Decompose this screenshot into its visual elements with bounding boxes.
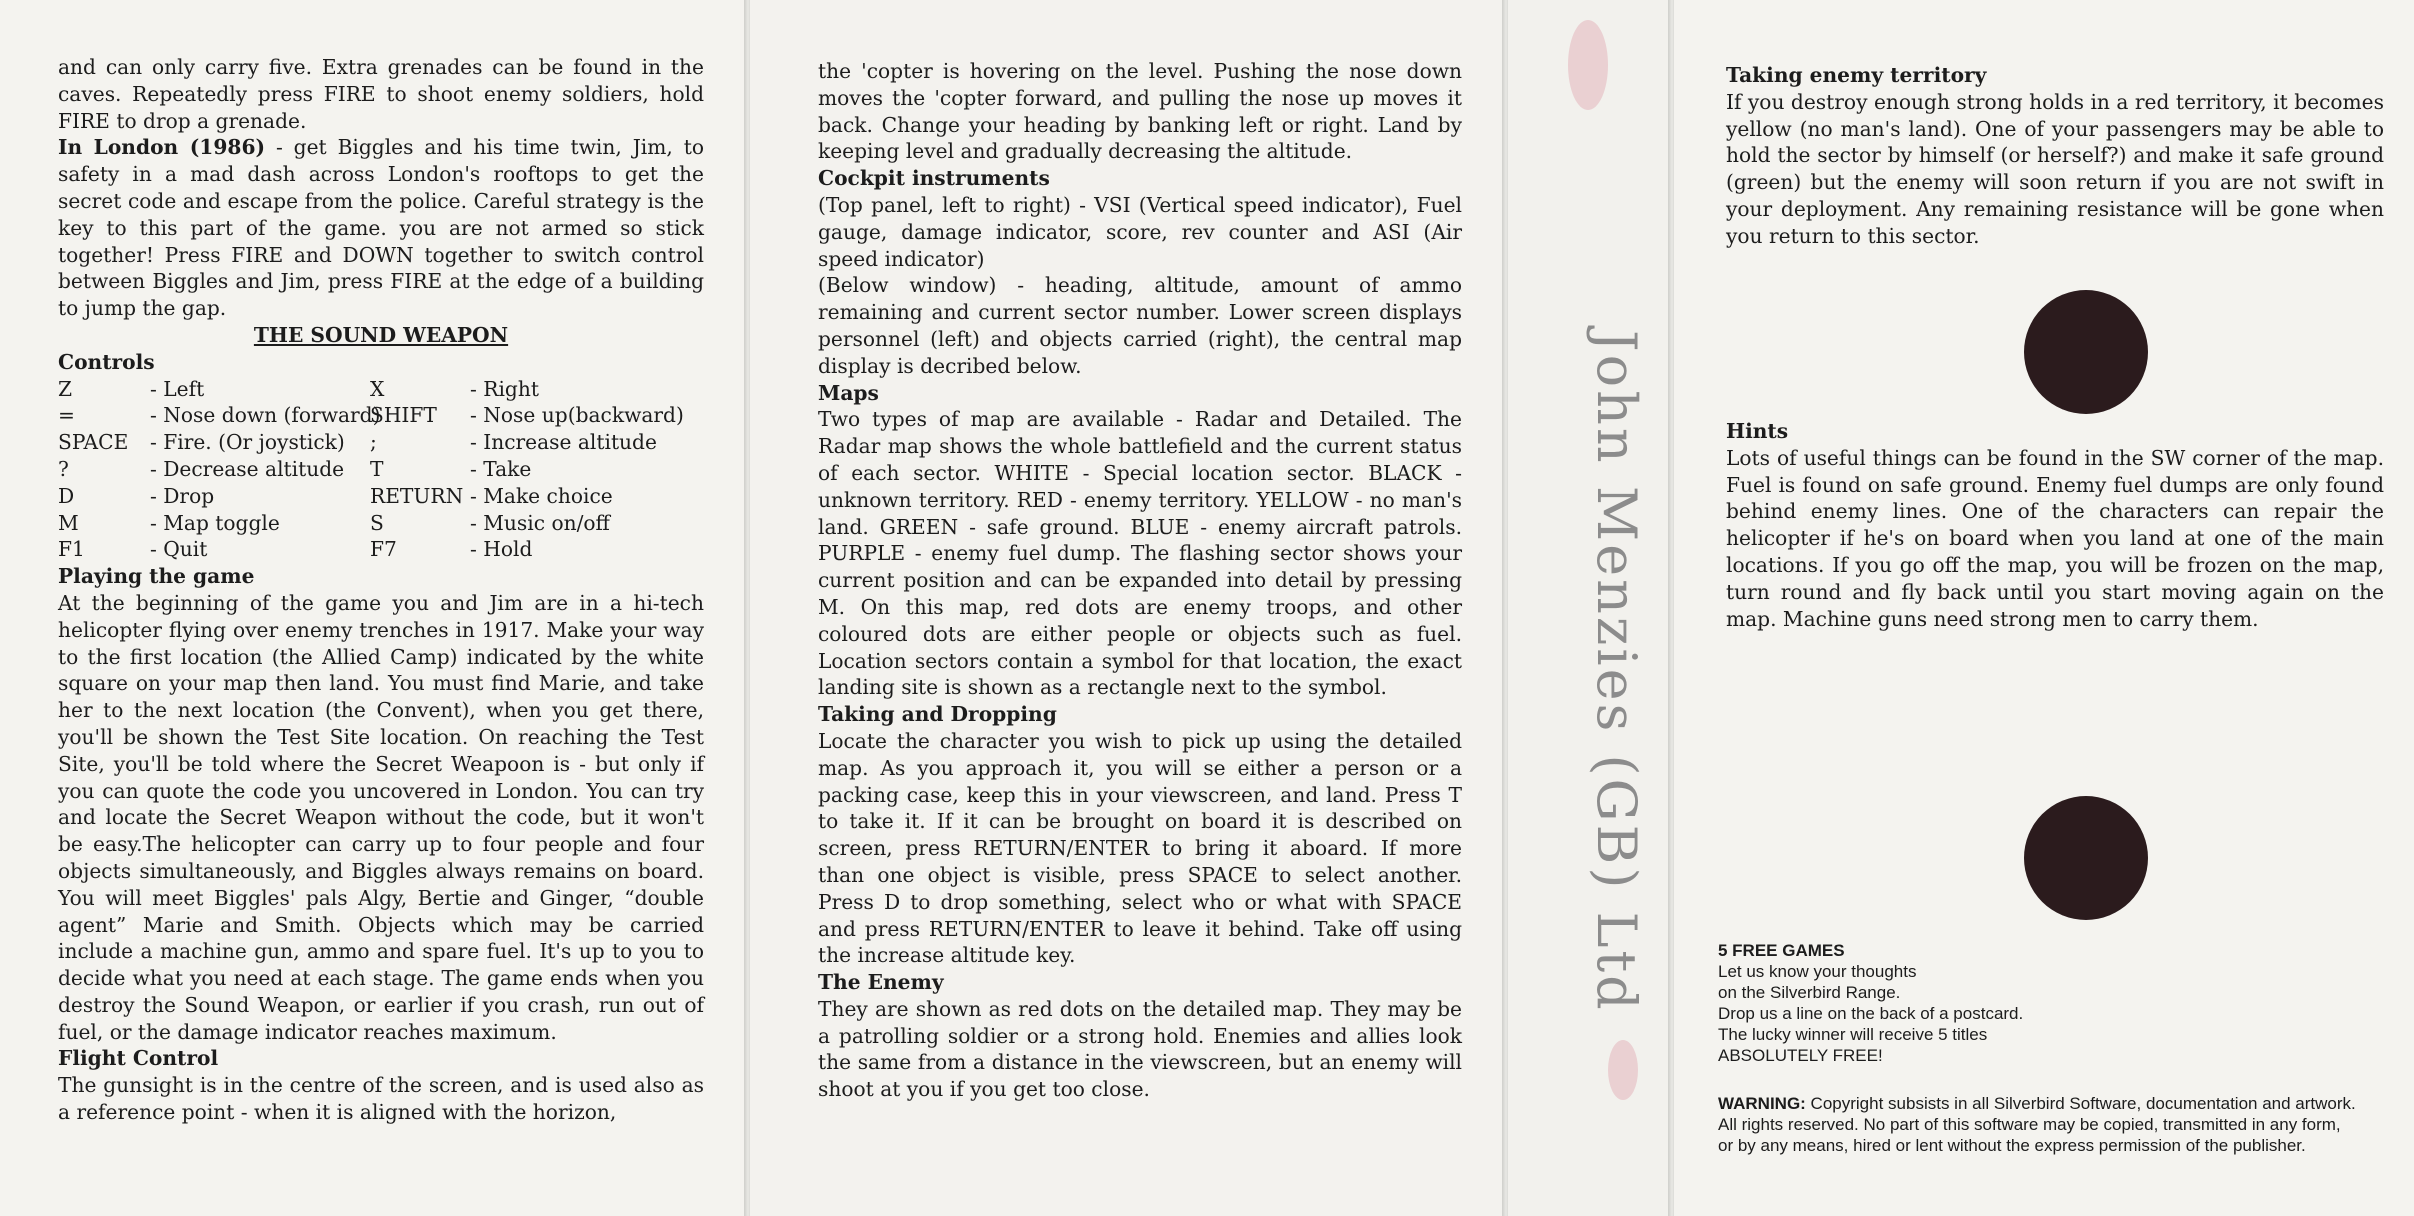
maps-text: Two types of map are available - Radar and Detailed. The Radar map shows the whole battlefield and the current status of each sector. WHITE - Special location sector. BLACK - unknown territory. RED - enemy territory. YELLOW - no man's land. GREEN - safe ground. BLUE - enemy aircraft patrols. PURPLE - enemy fuel dump. The flashing sector shows your current position and can be expanded into detail by pressing M. On this map, red dots are enemy troops, and other coloured dots are either people or objects such as fuel. Location sectors contain a symbol for that location, the exact landing site is shown as a rectangle next to the symbol. [818,407,1462,700]
control-key: Z [58,376,73,401]
panel2-text [818,58,1462,1103]
copyright-warning [1718,1093,2358,1156]
enemy-heading: The Enemy [818,970,944,995]
ink-stain [1568,20,1608,110]
playing-text: At the beginning of the game you and Jim are in a hi-tech helicopter flying over enemy trenches in 1917. Make your way to the first location (the Allied Camp) indicated by the white square on your map then land. You must find Marie, and take her to the next location (the Convent), when you get there, you'll be shown the Test Site location. On reaching the Test Site, you'll be told where the Secret Weapoon is - but only if you can quote the code you uncovered in London. You can try and locate the Secret Weapon without the code, but it won't be easy.The helicopter can carry up to four people and four objects simultaneously, and Biggles always remains on board. You will meet Biggles' pals Algy, Bertie and Ginger, “double agent” Marie and Smith. Objects which may be carried include a machine gun, ammo and spare fuel. It's up to you to decide what you need at each stage. The game ends when you destroy the Sound Weapon, or earlier if you crash, run out of fuel, or the damage indicator reaches maximum. [58,590,704,1044]
grenade-paragraph: and can only carry five. Extra grenades can be found in the caves. Repeatedly press FIRE to shoot enemy soldiers, hold FIRE to drop a grenade. [58,55,704,133]
control-key: F7 [370,537,397,562]
control-action: - Drop [150,483,215,508]
punch-hole-bottom [2024,796,2148,920]
control-key: SPACE [58,430,129,455]
sound-weapon-title: THE SOUND WEAPON [253,322,509,347]
control-action: - Hold [470,537,533,562]
control-action: - Left [150,376,205,401]
hints-heading: Hints [1726,419,1789,443]
control-action: - Take [470,456,532,481]
control-key: S [370,510,384,535]
taking-text: Locate the character you wish to pick up using the detailed map. As you approach it, you will se either a person or a packing case, keep this in your viewscreen, and land. Press T to take it. If it can be brought on board it is described on screen, press RETURN/ENTER to bring it aboard. If more than one object is visible, press SPACE to select another. Press D to drop something, select who or what with SPACE and press RETURN/ENTER to leave it behind. Take off using the increase altitude key. [818,728,1462,968]
control-action: - Right [470,376,539,401]
taking-heading: Taking and Dropping [818,702,1057,727]
free-games-heading: 5 FREE GAMES [1718,941,1845,960]
flight-text: The gunsight is in the centre of the screen, and is used also as a reference point - when it is aligned with the horizon, [58,1073,704,1125]
warning-paragraph [1718,1093,2358,1156]
control-action: - Music on/off [470,510,610,535]
london-heading: In London (1986) [58,135,266,160]
free-line: Let us know your thoughts [1718,962,1917,981]
control-action: - Fire. (Or joystick) [150,430,345,455]
panel1-text [58,54,704,376]
panel4-text [1726,62,2384,250]
control-key: X [370,376,385,401]
control-action: - Map toggle [150,510,280,535]
free-line: ABSOLUTELY FREE! [1718,1046,1883,1065]
territory-text: If you destroy enough strong holds in a red territory, it becomes yellow (no man's land). One of your passengers may be able to hold the sector by himself (or herself?) and make it safe ground (green) but the enemy will soon return if you are not swift in your deployment. Any remaining resistance will be gone when you return to this sector. [1726,89,2384,248]
control-action: - Quit [150,537,208,562]
playing-heading: Playing the game [58,564,255,589]
hints-text: Lots of useful things can be found in the SW corner of the map. Fuel is found on safe ground. Enemy fuel dumps are only found behind enemy lines. One of the characters can repair the helicopter if he's on board when you land at one of the main locations. If you go off the map, you will be frozen on the map, turn round and fly back until you start moving again on the map. Machine guns need strong men to carry them. [1726,445,2384,631]
inlay-panel-1 [0,0,744,1216]
control-key: SHIFT [370,403,437,428]
inlay-spine [1508,0,1668,1216]
spine-imprint: John Menzies (GB) Ltd [1585,330,1648,1013]
free-games-block [1718,940,2358,1066]
control-action: - Nose down (forward) [150,403,381,428]
flight-continued: the 'copter is hovering on the level. Pushing the nose down moves the 'copter forward, and pulling the nose up moves it back. Change your heading by banking left or right. Land by keeping level and gradually decreasing the altitude. [818,59,1462,164]
control-key: D [58,483,75,508]
free-line: The lucky winner will receive 5 titles [1718,1025,1988,1044]
cockpit-text-1: (Top panel, left to right) - VSI (Vertical speed indicator), Fuel gauge, damage indicator, score, rev counter and ASI (Air speed indicator) [818,192,1462,271]
control-key: F1 [58,537,85,562]
london-text: - get Biggles and his time twin, Jim, to safety in a mad dash across London's rooftops to get the secret code and escape from the police. Careful strategy is the key to this part of the game. you are not armed so stick together! Press FIRE and DOWN together to switch control between Biggles and Jim, press FIRE at the edge of a building to jump the gap. [58,135,704,321]
territory-heading: Taking enemy territory [1726,63,1987,87]
inlay-panel-4 [1674,0,2414,1216]
free-line: on the Silverbird Range. [1718,983,1901,1002]
controls-table [58,376,704,564]
control-key: ? [58,456,69,481]
control-action: - Make choice [470,483,613,508]
free-line: Drop us a line on the back of a postcard. [1718,1004,2024,1023]
control-key: ; [370,430,377,455]
control-key: RETURN [370,483,464,508]
inlay-panel-2 [750,0,1502,1216]
control-action: - Decrease altitude [150,456,345,481]
hints-block [1726,418,2384,632]
control-key: = [58,403,75,428]
controls-heading: Controls [58,349,155,374]
cockpit-text-2: (Below window) - heading, altitude, amount of ammo remaining and current sector number. Lower screen displays personnel (left) and objects carried (right), the central map display is decribed below. [818,273,1462,378]
warning-text: Copyright subsists in all Silverbird Software, documentation and artwork. All rights reserved. No part of this software may be copied, transmitted in any form, or by any means, hired or lent without the express permission of the publisher. [1718,1094,2356,1155]
ink-stain [1608,1040,1638,1100]
control-action: - Nose up(backward) [470,403,684,428]
control-key: M [58,510,79,535]
london-paragraph [58,134,704,322]
control-key: T [370,456,384,481]
enemy-text: They are shown as red dots on the detailed map. They may be a patrolling soldier or a strong hold. Enemies and allies look the same from a distance in the viewscreen, but an enemy will shoot at you if you get too close. [818,996,1462,1102]
punch-hole-top [2024,290,2148,414]
control-action: - Increase altitude [470,430,657,455]
flight-heading: Flight Control [58,1046,219,1071]
cockpit-heading: Cockpit instruments [818,166,1050,191]
panel1-text-2 [58,563,704,1126]
warning-heading: WARNING: [1718,1094,1806,1113]
maps-heading: Maps [818,380,879,405]
